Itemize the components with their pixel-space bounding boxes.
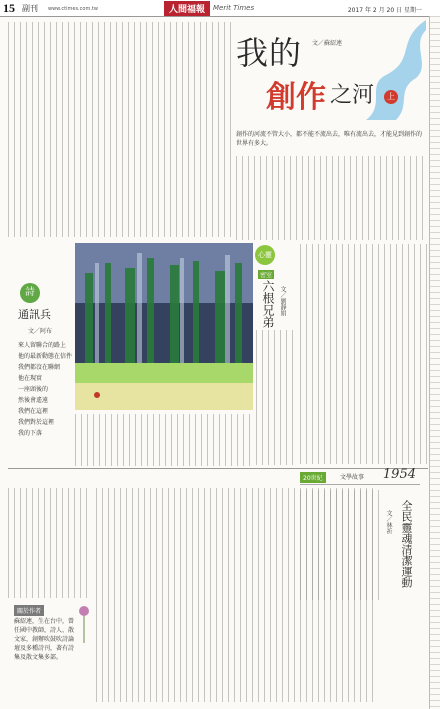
poem-line: 我們對於這裡 <box>18 419 55 426</box>
painting-caption-area <box>75 414 253 466</box>
right-edge-column <box>429 16 440 709</box>
poem-line: 來人留聯合的路上 <box>18 342 67 349</box>
bottom-body-left <box>8 488 90 598</box>
newspaper-logo-en: Merit Times <box>213 4 255 12</box>
painting-illustration <box>75 243 253 410</box>
page-number: 15 <box>3 1 15 15</box>
century-article-title: 全民靈魂清潔運動 <box>400 500 413 588</box>
article-body-right <box>236 156 428 240</box>
century-story-label: 文學故事 <box>340 474 365 481</box>
poem-title: 通訊兵 <box>18 308 51 321</box>
century-year: 1954 <box>382 467 416 482</box>
poem-author: 文／阿布 <box>28 328 53 335</box>
masthead <box>0 0 440 17</box>
poem-line: 我們在這裡 <box>18 408 49 415</box>
about-author-text: 蘇紹連，生在台中，曾任國中教師，詩人、散文家，創辦吹鼓吹詩論壇及多種詩刊，著有詩集及散文集多部。 <box>14 618 75 661</box>
heart-body <box>256 330 296 465</box>
century-banner <box>300 467 420 485</box>
section-divider <box>8 468 428 469</box>
century-label: 20世紀 <box>300 472 326 483</box>
issue-date: 2017 年 2 月 20 日 星期一 <box>347 7 422 14</box>
century-article-author: 文／林祈 <box>385 510 392 534</box>
part-badge: 上 <box>384 90 398 104</box>
flower-photo <box>76 603 92 643</box>
hero-title-block <box>236 20 426 140</box>
newspaper-logo: 人間福報 <box>164 1 210 16</box>
poem-line: 然後會遙遠 <box>18 397 49 404</box>
hero-title-line-2: 創作 <box>266 80 326 115</box>
poem-line: 他的最新動態在信件 <box>18 353 73 360</box>
about-author-tag: 關於作者 <box>14 605 44 616</box>
poem-line: 我們都沒在聯網 <box>18 364 61 371</box>
hero-blurb: 創作的河流不管大小，都不能不流出去，唯有流出去，才能見到創作的世界有多大。 <box>236 131 423 147</box>
site-url: www.ctimes.com.tw <box>48 6 98 12</box>
painting-artwork <box>75 243 253 410</box>
heart-author: 文／劉靜娟 <box>279 286 286 316</box>
hero-title-line-1: 我的 <box>236 34 303 72</box>
heart-badge: 心靈 <box>255 245 275 265</box>
hero-title-line-3: 之河 <box>330 83 375 108</box>
heart-title: 六根兄弟 <box>261 280 275 328</box>
bottom-body-right <box>300 490 380 600</box>
article-body-mid-right <box>300 244 428 464</box>
section-name: 副刊 <box>22 4 38 13</box>
article-body-top-left <box>8 22 232 237</box>
poem-line: 一座頭後的 <box>18 386 49 393</box>
heart-sub-label: 密室 <box>260 272 273 279</box>
poem-line: 他在現實 <box>18 375 43 382</box>
about-author-box <box>14 605 74 700</box>
poem-icon: 詩 <box>20 283 40 303</box>
poem-lines <box>18 340 74 439</box>
hero-author: 文／蘇紹連 <box>312 40 343 47</box>
poem-line: 我的下落 <box>18 430 43 437</box>
